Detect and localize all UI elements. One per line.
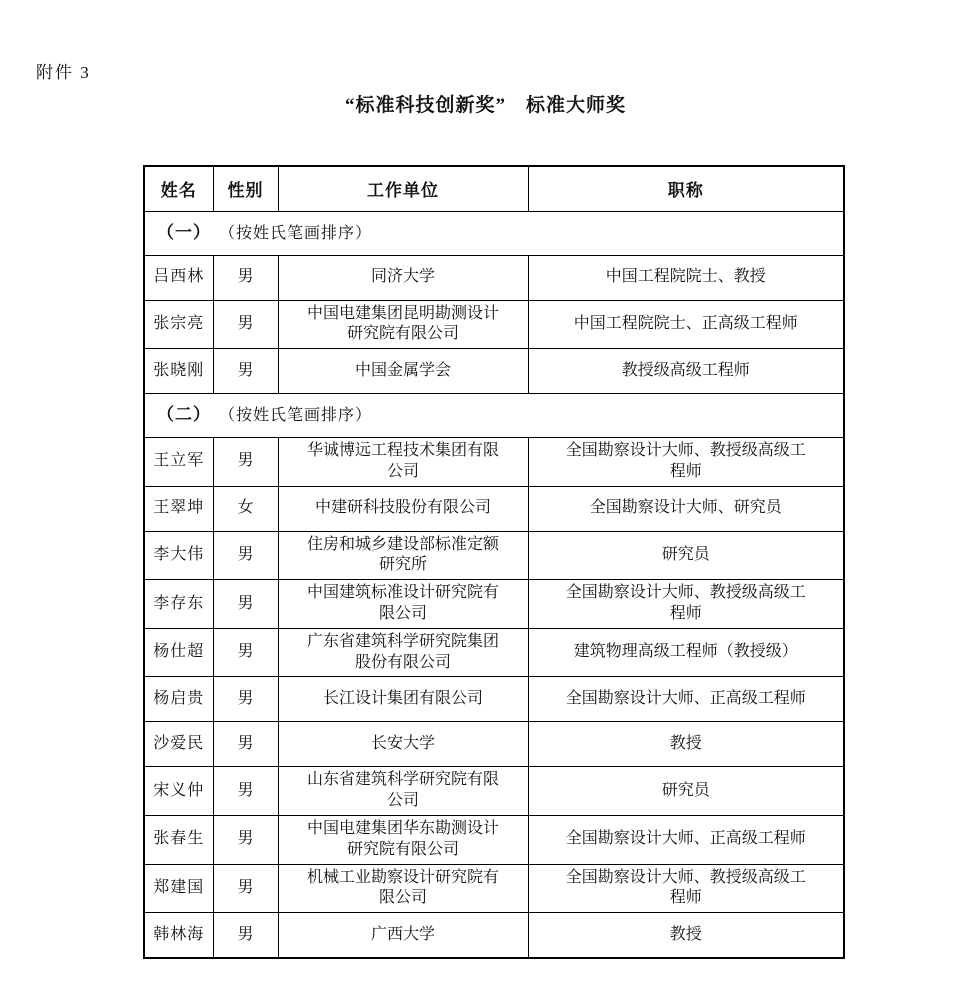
award-table-body xyxy=(144,211,844,958)
cell-name: 杨启贵 xyxy=(144,677,213,722)
section-label: （二） xyxy=(157,405,211,425)
table-row xyxy=(144,349,844,394)
section-cell xyxy=(144,211,844,255)
cell-gender: 男 xyxy=(213,913,278,958)
cell-name: 张晓刚 xyxy=(144,349,213,394)
cell-workplace: 中国金属学会 xyxy=(278,349,528,394)
cell-gender: 女 xyxy=(213,486,278,531)
table-row xyxy=(144,913,844,958)
cell-gender: 男 xyxy=(213,580,278,629)
header-row xyxy=(144,166,844,211)
cell-workplace: 中国电建集团华东勘测设计研究院有限公司 xyxy=(278,816,528,865)
cell-workplace: 广东省建筑科学研究院集团股份有限公司 xyxy=(278,628,528,677)
cell-title: 中国工程院院士、正高级工程师 xyxy=(528,300,844,349)
table-row xyxy=(144,255,844,300)
cell-name: 王立军 xyxy=(144,438,213,487)
cell-title: 全国勘察设计大师、教授级高级工程师 xyxy=(528,580,844,629)
cell-title: 研究员 xyxy=(528,531,844,580)
section-row xyxy=(144,211,844,255)
column-header-workplace: 工作单位 xyxy=(278,166,528,211)
cell-title: 建筑物理高级工程师（教授级） xyxy=(528,628,844,677)
cell-title: 全国勘察设计大师、正高级工程师 xyxy=(528,816,844,865)
table-row xyxy=(144,628,844,677)
cell-title: 教授级高级工程师 xyxy=(528,349,844,394)
cell-name: 张春生 xyxy=(144,816,213,865)
section-row xyxy=(144,394,844,438)
cell-title: 全国勘察设计大师、正高级工程师 xyxy=(528,677,844,722)
cell-workplace: 华诚博远工程技术集团有限公司 xyxy=(278,438,528,487)
cell-workplace: 山东省建筑科学研究院有限公司 xyxy=(278,767,528,816)
table-row xyxy=(144,722,844,767)
cell-workplace: 中国电建集团昆明勘测设计研究院有限公司 xyxy=(278,300,528,349)
cell-gender: 男 xyxy=(213,255,278,300)
cell-name: 杨仕超 xyxy=(144,628,213,677)
award-table-header xyxy=(144,166,844,211)
cell-name: 郑建国 xyxy=(144,864,213,913)
table-row xyxy=(144,531,844,580)
cell-gender: 男 xyxy=(213,677,278,722)
cell-name: 吕西林 xyxy=(144,255,213,300)
page-title: “标准科技创新奖” 标准大师奖 xyxy=(344,95,626,116)
cell-title: 全国勘察设计大师、研究员 xyxy=(528,486,844,531)
section-note: （按姓氏笔画排序） xyxy=(227,224,373,242)
cell-title: 教授 xyxy=(528,722,844,767)
cell-title: 全国勘察设计大师、教授级高级工程师 xyxy=(528,438,844,487)
table-row xyxy=(144,816,844,865)
cell-name: 张宗亮 xyxy=(144,300,213,349)
cell-title: 研究员 xyxy=(528,767,844,816)
cell-gender: 男 xyxy=(213,767,278,816)
cell-name: 宋义仲 xyxy=(144,767,213,816)
cell-name: 李大伟 xyxy=(144,531,213,580)
cell-name: 沙爱民 xyxy=(144,722,213,767)
cell-gender: 男 xyxy=(213,300,278,349)
table-row xyxy=(144,438,844,487)
cell-gender: 男 xyxy=(213,349,278,394)
section-note: （按姓氏笔画排序） xyxy=(227,407,373,425)
table-row xyxy=(144,486,844,531)
table-row xyxy=(144,864,844,913)
cell-workplace: 中建研科技股份有限公司 xyxy=(278,486,528,531)
cell-gender: 男 xyxy=(213,531,278,580)
table-row xyxy=(144,300,844,349)
column-header-gender: 性别 xyxy=(213,166,278,211)
cell-name: 韩林海 xyxy=(144,913,213,958)
cell-workplace: 机械工业勘察设计研究院有限公司 xyxy=(278,864,528,913)
cell-gender: 男 xyxy=(213,628,278,677)
cell-gender: 男 xyxy=(213,438,278,487)
table-row xyxy=(144,767,844,816)
cell-title: 教授 xyxy=(528,913,844,958)
column-header-name: 姓名 xyxy=(144,166,213,211)
cell-workplace: 长安大学 xyxy=(278,722,528,767)
cell-title: 全国勘察设计大师、教授级高级工程师 xyxy=(528,864,844,913)
cell-gender: 男 xyxy=(213,816,278,865)
cell-gender: 男 xyxy=(213,722,278,767)
table-row xyxy=(144,580,844,629)
table-row xyxy=(144,677,844,722)
section-label: （一） xyxy=(157,222,211,242)
cell-name: 李存东 xyxy=(144,580,213,629)
cell-name: 王翠坤 xyxy=(144,486,213,531)
cell-title: 中国工程院院士、教授 xyxy=(528,255,844,300)
attachment-label: 附件 3 xyxy=(36,63,91,82)
cell-workplace: 长江设计集团有限公司 xyxy=(278,677,528,722)
cell-workplace: 住房和城乡建设部标准定额研究所 xyxy=(278,531,528,580)
cell-workplace: 广西大学 xyxy=(278,913,528,958)
award-table xyxy=(143,165,845,959)
cell-workplace: 同济大学 xyxy=(278,255,528,300)
section-cell xyxy=(144,394,844,438)
cell-workplace: 中国建筑标准设计研究院有限公司 xyxy=(278,580,528,629)
column-header-title: 职称 xyxy=(528,166,844,211)
cell-gender: 男 xyxy=(213,864,278,913)
